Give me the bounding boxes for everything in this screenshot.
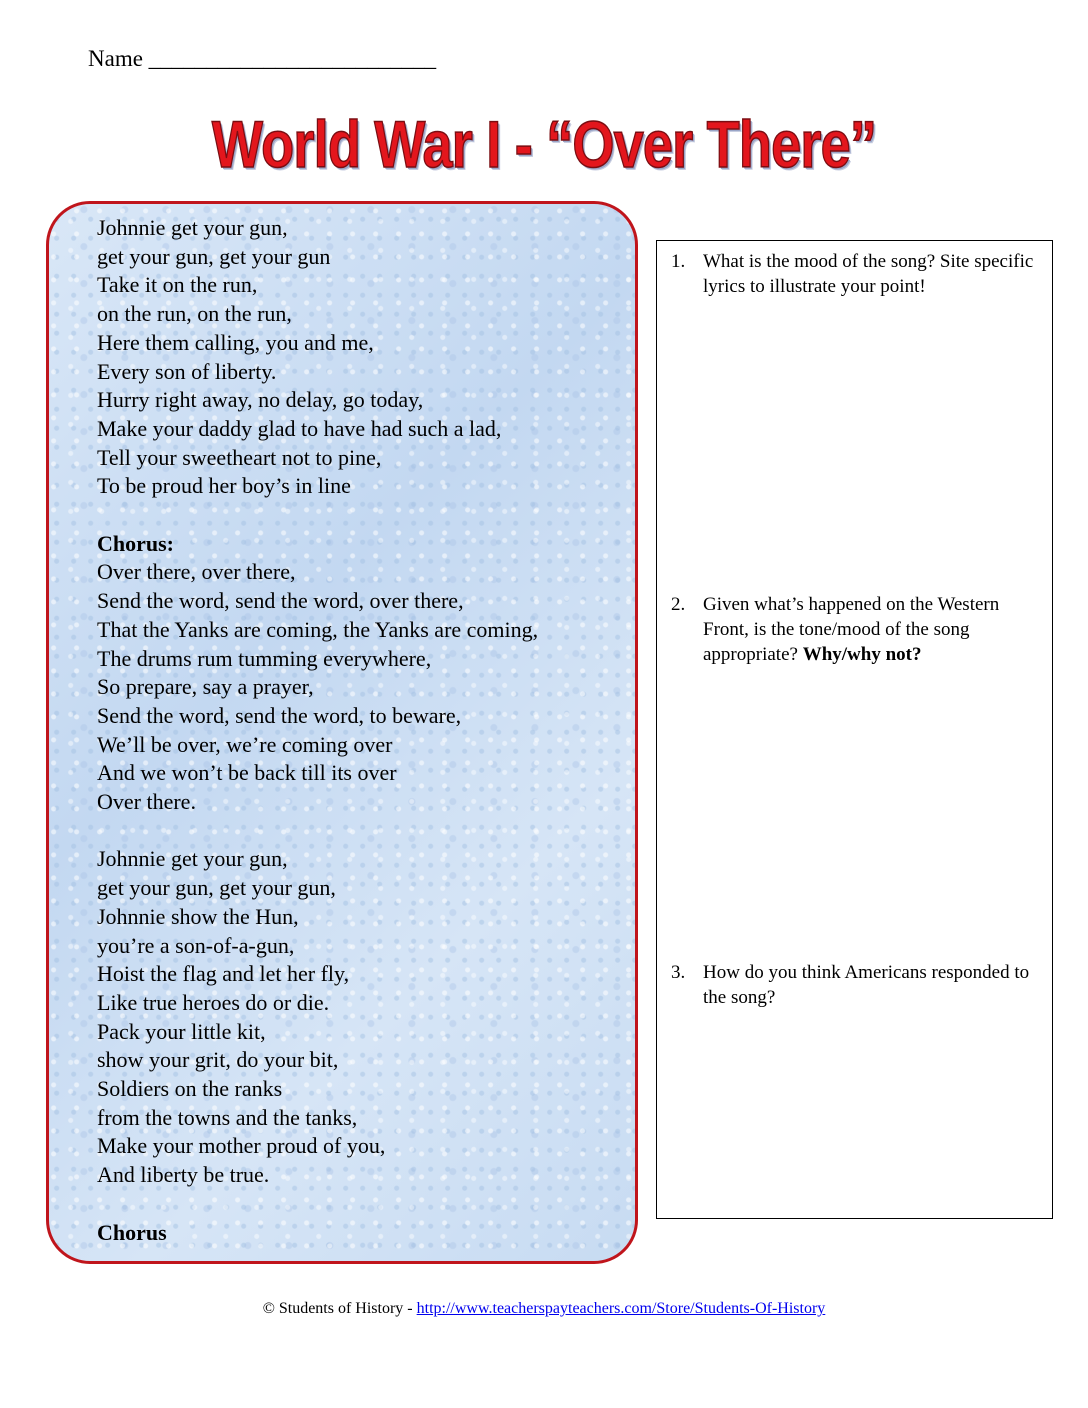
lyric-line: show your grit, do your bit, (97, 1047, 339, 1073)
lyric-line: Here them calling, you and me, (97, 329, 374, 355)
question-3 (671, 960, 1044, 1010)
lyric-line: Pack your little kit, (97, 1018, 266, 1044)
lyric-line: That the Yanks are coming, the Yanks are coming, (97, 616, 539, 642)
question-emphasis: Why/why not? (802, 644, 922, 665)
lyric-line: get your gun, get your gun, (97, 875, 336, 901)
question-text: Given what’s happened on the Western Front, is the tone/mood of the song appropriate? Why/why not? (703, 594, 1000, 665)
lyric-line: Johnnie get your gun, (97, 215, 288, 240)
lyric-line: And liberty be true. (97, 1162, 270, 1188)
question-number: 2. (671, 594, 686, 615)
footer-credit (0, 1300, 1088, 1318)
lyric-line: get your gun, get your gun (97, 243, 331, 269)
lyric-line: And we won’t be back till its over (97, 760, 397, 786)
song-lyrics (97, 214, 625, 1247)
lyric-line: Over there. (97, 789, 196, 815)
lyric-line: Send the word, send the word, to beware, (97, 702, 462, 728)
stanza-gap (97, 1190, 625, 1219)
lyric-line: from the towns and the tanks, (97, 1104, 358, 1130)
lyric-line: you’re a son-of-a-gun, (97, 932, 295, 958)
lyric-line: on the run, on the run, (97, 301, 292, 327)
question-number: 3. (671, 962, 686, 983)
lyric-line: We’ll be over, we’re coming over (97, 731, 393, 757)
name-field-label: Name _________________________ (88, 46, 437, 71)
lyric-line: Take it on the run, (97, 272, 258, 298)
store-link[interactable]: http://www.teacherspayteachers.com/Store/Students-Of-History (416, 1300, 826, 1317)
question-text: What is the mood of the song? Site specific lyrics to illustrate your point! (703, 251, 1034, 297)
lyric-line: Make your daddy glad to have had such a lad, (97, 415, 502, 441)
lyric-line: Hurry right away, no delay, go today, (97, 387, 424, 413)
question-text: How do you think Americans responded to the song? (703, 962, 1030, 1008)
lyric-line: Hoist the flag and let her fly, (97, 961, 350, 987)
question-number: 1. (671, 251, 686, 272)
question-1 (671, 249, 1044, 299)
chorus-heading: Chorus: (97, 530, 175, 556)
lyric-line: Johnnie get your gun, (97, 846, 288, 872)
lyric-line: Every son of liberty. (97, 358, 277, 384)
closing-chorus-heading: Chorus (97, 1219, 167, 1245)
questions-panel (656, 240, 1053, 1219)
stanza-gap (97, 501, 625, 530)
lyric-line: Like true heroes do or die. (97, 989, 330, 1015)
lyrics-panel (46, 201, 638, 1264)
lyric-line: Send the word, send the word, over there, (97, 588, 464, 614)
page-title: World War I - “Over There” (211, 107, 877, 181)
lyric-line: Make your mother proud of you, (97, 1133, 386, 1159)
lyric-line: Over there, over there, (97, 559, 296, 585)
lyric-line: So prepare, say a prayer, (97, 674, 314, 700)
footer-copyright: © Students of History - (262, 1300, 417, 1317)
lyric-line: Soldiers on the ranks (97, 1076, 283, 1102)
question-2 (671, 592, 1044, 667)
lyric-line: The drums rum tumming everywhere, (97, 645, 432, 671)
stanza-gap (97, 817, 625, 846)
lyric-line: To be proud her boy’s in line (97, 473, 351, 499)
lyric-line: Tell your sweetheart not to pine, (97, 444, 382, 470)
lyric-line: Johnnie show the Hun, (97, 903, 299, 929)
